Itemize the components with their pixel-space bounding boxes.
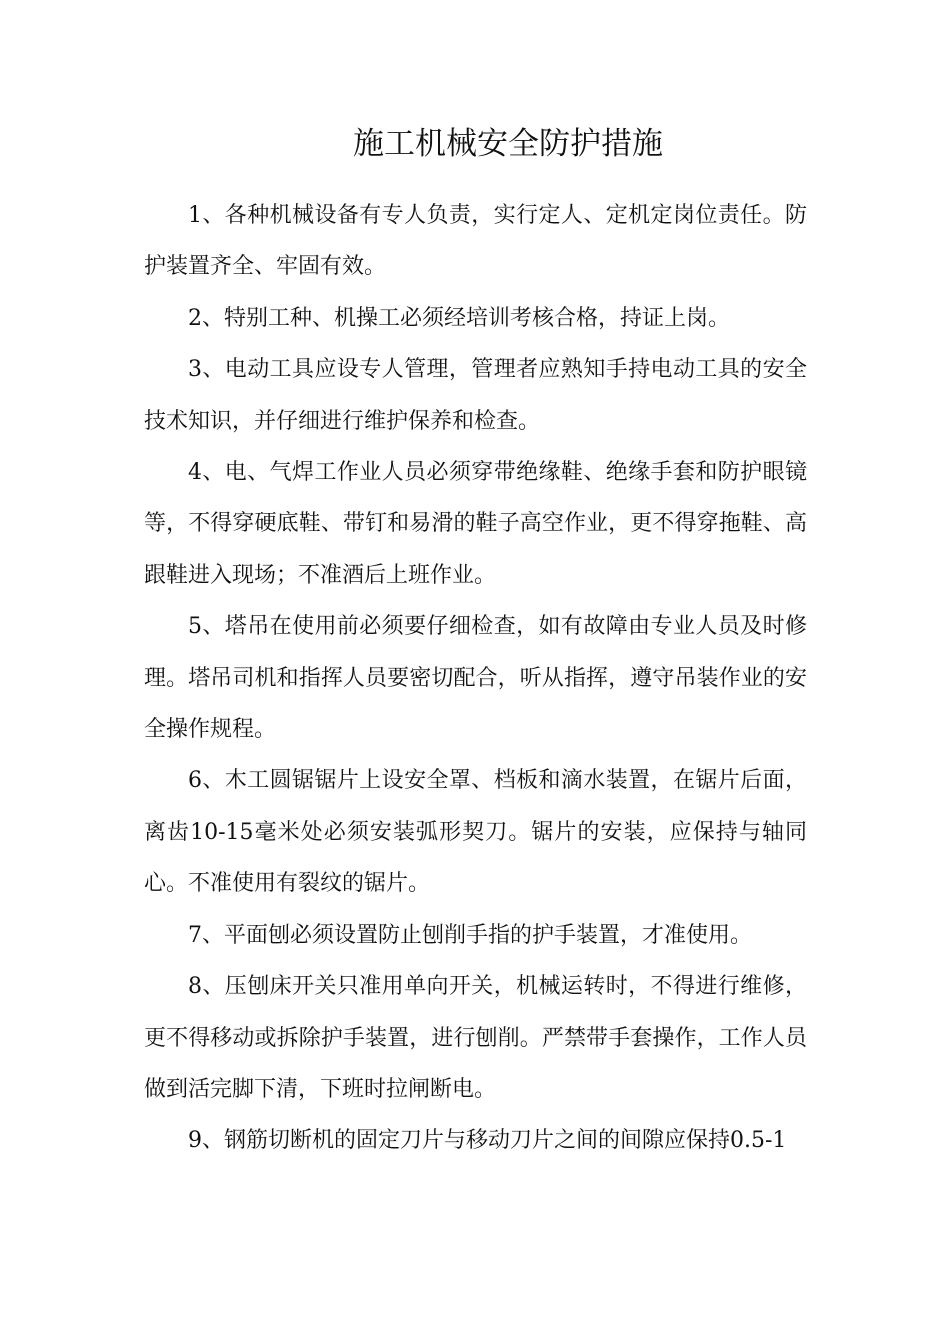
paragraph-4: 4、电、气焊工作业人员必须穿带绝缘鞋、绝缘手套和防护眼镜等，不得穿硬底鞋、带钉和易滑的鞋子高空作业，更不得穿拖鞋、高跟鞋进入现场；不准酒后上班作业。: [144, 460, 807, 588]
paragraph-6: 6、木工圆锯锯片上设安全罩、档板和滴水装置，在锯片后面，离齿10-15毫米处必须安装弧形契刀。锯片的安装，应保持与轴同心。不准使用有裂纹的锯片。: [144, 768, 807, 897]
paragraph-8: 8、压刨床开关只准用单向开关，机械运转时，不得进行维修，更不得移动或拆除护手装置，进行刨削。严禁带手套操作，工作人员做到活完脚下清，下班时拉闸断电。: [144, 974, 807, 1102]
paragraph-7: 7、平面刨必须设置防止刨削手指的护手装置，才准使用。: [188, 922, 752, 948]
document-title: 施工机械安全防护措施: [353, 126, 663, 162]
document-body: [144, 190, 807, 1167]
paragraph-5: 5、塔吊在使用前必须要仔细检查，如有故障由专业人员及时修理。塔吊司机和指挥人员要密切配合，听从指挥，遵守吊装作业的安全操作规程。: [144, 614, 807, 743]
paragraph-2: 2、特别工种、机操工必须经培训考核合格，持证上岗。: [188, 305, 730, 331]
paragraph-1: 1、各种机械设备有专人负责，实行定人、定机定岗位责任。防护装置齐全、牢固有效。: [144, 203, 807, 280]
paragraph-3: 3、电动工具应设专人管理，管理者应熟知手持电动工具的安全技术知识，并仔细进行维护保养和检查。: [144, 357, 807, 434]
paragraph-9: 9、钢筋切断机的固定刀片与移动刀片之间的间隙应保持0.5-1: [188, 1128, 787, 1154]
